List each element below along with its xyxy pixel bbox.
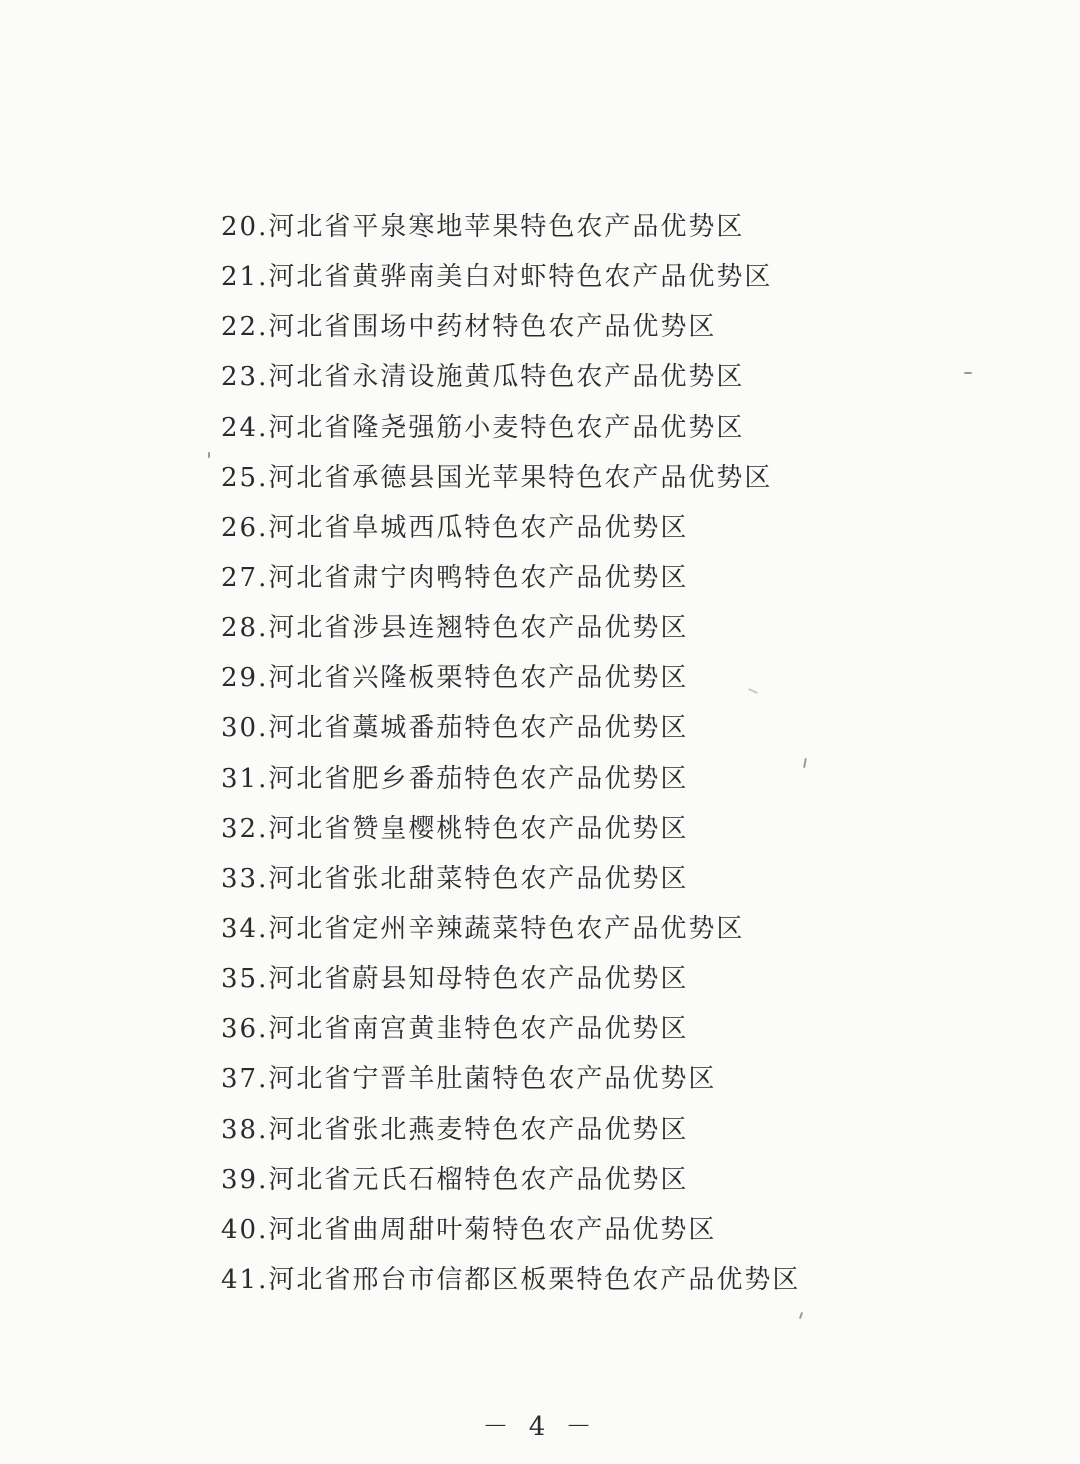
item-text: 河北省永清设施黄瓜特色农产品优势区 [268,362,745,393]
item-text: 河北省定州辛辣蔬菜特色农产品优势区 [268,913,745,944]
item-text: 河北省隆尧强筋小麦特色农产品优势区 [268,412,745,443]
item-text: 河北省张北燕麦特色农产品优势区 [268,1114,689,1145]
list-item [221,754,800,804]
list-item [221,954,800,1004]
scan-speck [964,372,972,374]
item-number: 25. [221,462,269,493]
item-number: 28. [221,613,269,644]
item-number: 26. [221,512,269,543]
item-text: 河北省阜城西瓜特色农产品优势区 [268,512,689,543]
list-item [221,252,800,302]
item-text: 河北省邢台市信都区板栗特色农产品优势区 [268,1264,801,1295]
item-text: 河北省黄骅南美白对虾特色农产品优势区 [268,262,773,293]
item-text: 河北省肥乡番茄特色农产品优势区 [268,763,689,794]
item-number: 20. [221,212,269,242]
item-number: 36. [221,1014,269,1045]
list-item [221,1004,800,1054]
list-item [221,1205,800,1255]
item-text: 河北省围场中药材特色农产品优势区 [268,312,717,343]
list-item [221,352,800,402]
item-text: 河北省赞皇樱桃特色农产品优势区 [268,813,689,844]
item-number: 24. [221,412,269,443]
item-number: 31. [221,763,269,794]
list-item [221,503,800,553]
item-number: 40. [221,1214,269,1245]
list-item [221,453,800,503]
item-text: 河北省平泉寒地苹果特色农产品优势区 [268,212,745,242]
item-number: 27. [221,562,269,593]
item-number: 23. [221,362,269,393]
item-text: 河北省张北甜菜特色农产品优势区 [268,863,689,894]
item-text: 河北省宁晋羊肚菌特色农产品优势区 [268,1064,717,1095]
item-number: 32. [221,813,269,844]
item-text: 河北省涉县连翘特色农产品优势区 [268,613,689,644]
list-item [221,302,800,352]
list-item [221,403,800,453]
list-item [221,603,800,653]
item-number: 38. [221,1114,269,1145]
list-item [221,1255,800,1305]
item-text: 河北省元氏石榴特色农产品优势区 [268,1164,689,1195]
scan-speck [803,758,807,768]
item-number: 21. [221,262,269,293]
item-number: 29. [221,663,269,694]
list-item [221,653,800,703]
list-item [221,1155,800,1205]
list-item [221,904,800,954]
list-item [221,202,800,252]
list-item [221,804,800,854]
item-number: 37. [221,1064,269,1095]
list-item [221,553,800,603]
region-list [221,202,800,1305]
scan-speck [208,452,210,458]
item-number: 22. [221,312,269,343]
item-text: 河北省曲周甜叶菊特色农产品优势区 [268,1214,717,1245]
item-text: 河北省肃宁肉鸭特色农产品优势区 [268,562,689,593]
list-item [221,1054,800,1104]
item-text: 河北省兴隆板栗特色农产品优势区 [268,663,689,694]
list-item [221,703,800,753]
item-number: 34. [221,913,269,944]
item-text: 河北省蔚县知母特色农产品优势区 [268,964,689,995]
page-number: － 4 － [482,1412,598,1442]
item-number: 35. [221,964,269,995]
item-text: 河北省承德县国光苹果特色农产品优势区 [268,462,773,493]
list-item [221,1105,800,1155]
item-text: 河北省南宫黄韭特色农产品优势区 [268,1014,689,1045]
scan-speck [799,1312,803,1319]
item-number: 33. [221,863,269,894]
list-item [221,854,800,904]
item-number: 30. [221,713,269,744]
item-number: 39. [221,1164,269,1195]
item-number: 41. [221,1264,269,1295]
item-text: 河北省藁城番茄特色农产品优势区 [268,713,689,744]
